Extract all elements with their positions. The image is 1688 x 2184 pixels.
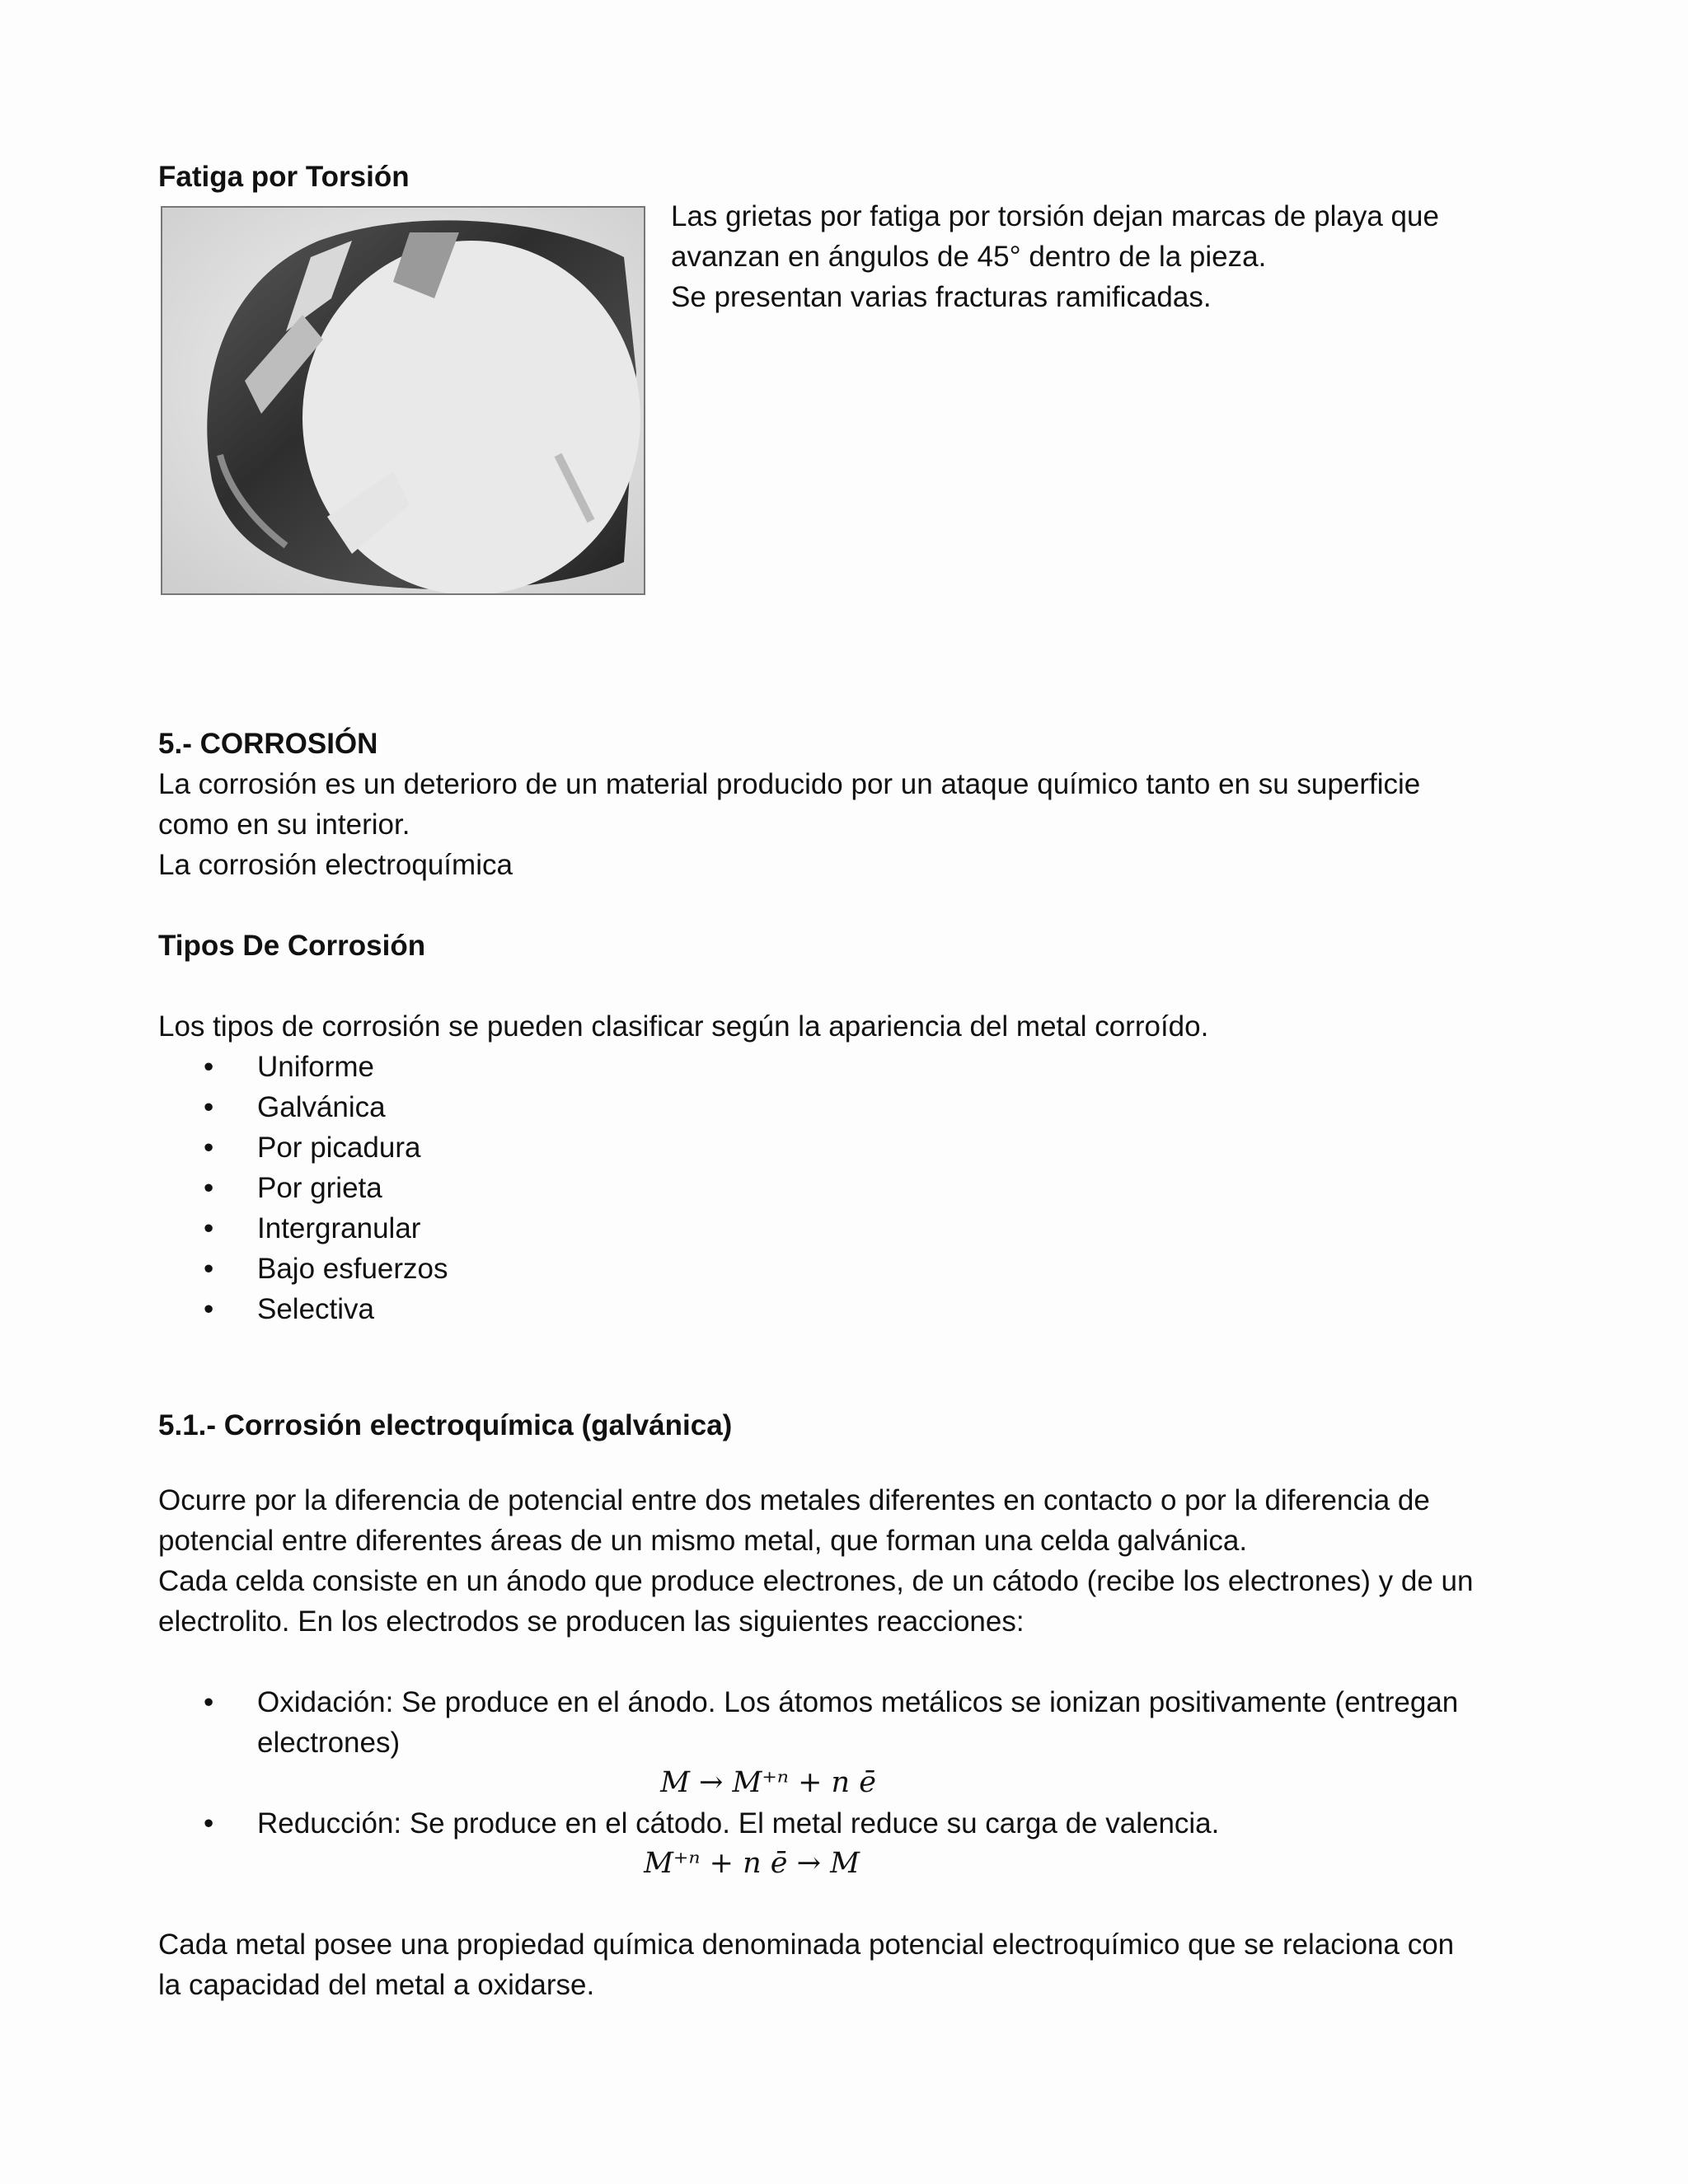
list-item: • Por picadura [158, 1127, 1559, 1168]
oxidation-text-cont: electrones) [257, 1727, 401, 1759]
reduction-item: • Reducción: Se produce en el cátodo. El metal reduce su carga de valencia. [158, 1803, 1559, 1844]
torsion-line: avanzan en ángulos de 45° dentro de la pieza. [671, 241, 1267, 273]
fractured-ring-image [162, 208, 645, 595]
list-item: • Galvánica [158, 1087, 1559, 1127]
oxidation-text: Oxidación: Se produce en el ánodo. Los átomos metálicos se ionizan positivamente (entregan [257, 1686, 1459, 1718]
galvanica-line: potencial entre diferentes áreas de un mismo metal, que forman una celda galvánica. [158, 1525, 1248, 1557]
reduction-equation: M⁺ⁿ + n ē → M [644, 1847, 860, 1880]
tipos-intro: Los tipos de corrosión se pueden clasificar según la apariencia del metal corroído. [158, 1010, 1209, 1043]
galvanica-line: electrolito. En los electrodos se producen las siguientes reacciones: [158, 1605, 1025, 1638]
section-heading-corrosion: 5.- CORROSIÓN [158, 728, 378, 760]
list-item: • Intergranular [158, 1208, 1559, 1249]
torsion-line: Las grietas por fatiga por torsión dejan marcas de playa que [671, 200, 1439, 232]
section-heading-galvanica: 5.1.- Corrosión electroquímica (galvánica) [158, 1409, 733, 1441]
section-heading-torsion: Fatiga por Torsión [158, 161, 410, 193]
tipos-list [158, 1047, 1559, 1329]
galvanica-line: Cada celda consiste en un ánodo que produce electrones, de un cátodo (recibe los electrones) y de un [158, 1565, 1474, 1597]
list-item: • Bajo esfuerzos [158, 1249, 1559, 1289]
list-item: • Selectiva [158, 1289, 1559, 1329]
torsion-fracture-photo [161, 206, 645, 595]
final-line: la capacidad del metal a oxidarse. [158, 1969, 595, 2001]
tipos-section [158, 926, 1559, 1329]
final-paragraph [158, 1924, 1559, 2005]
galvanica-line: Ocurre por la diferencia de potencial entre dos metales diferentes en contacto o por la diferencia de [158, 1484, 1430, 1516]
galvanica-section [158, 1405, 1559, 2005]
section-heading-tipos: Tipos De Corrosión [158, 930, 426, 962]
corrosion-line: La corrosión es un deterioro de un material producido por un ataque químico tanto en su superficie [158, 768, 1421, 800]
galvanica-paragraph [158, 1480, 1559, 1642]
oxidation-equation: M → M⁺ⁿ + n ē [660, 1766, 876, 1799]
torsion-line: Se presentan varias fracturas ramificadas. [671, 281, 1212, 313]
torsion-description [671, 196, 1536, 317]
oxidation-item [158, 1682, 1559, 1763]
final-line: Cada metal posee una propiedad química denominada potencial electroquímico que se relaciona con [158, 1929, 1455, 1961]
corrosion-line: La corrosión electroquímica [158, 849, 513, 881]
reactions-list [158, 1682, 1559, 1763]
corrosion-section [158, 724, 1559, 885]
list-item: • Uniforme [158, 1047, 1559, 1087]
list-item: • Por grieta [158, 1168, 1559, 1208]
reactions-list-2 [158, 1803, 1559, 1844]
corrosion-line: como en su interior. [158, 808, 410, 841]
